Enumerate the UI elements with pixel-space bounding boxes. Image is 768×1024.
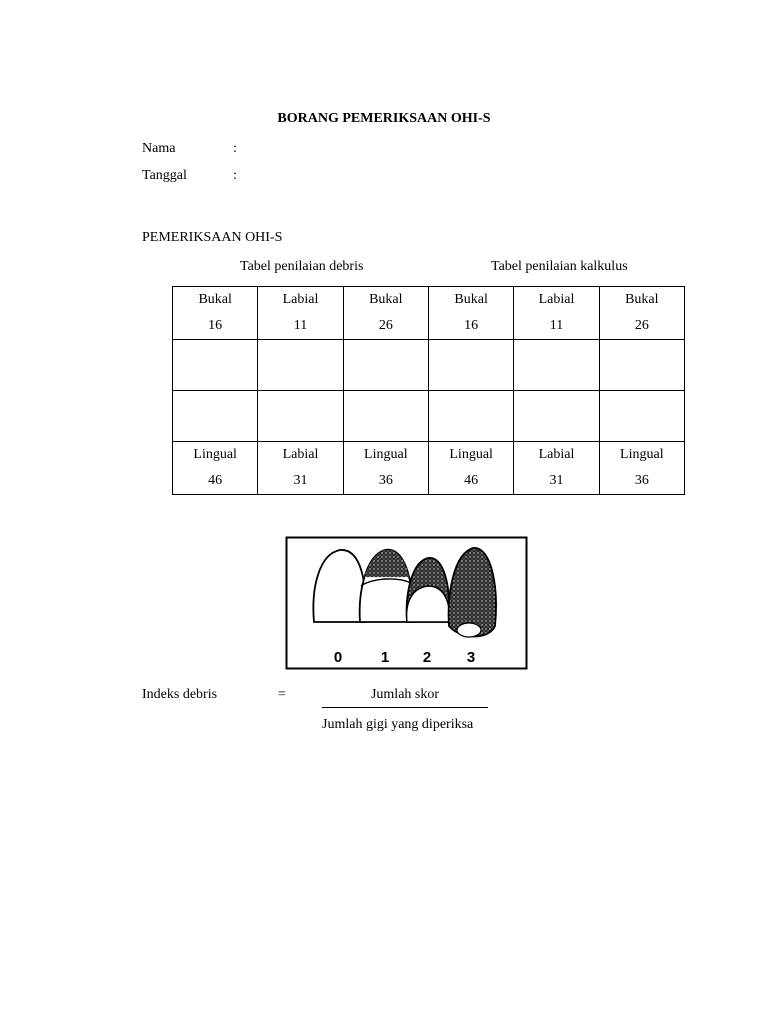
table-row-score-top (173, 340, 685, 391)
table-cell-header (599, 442, 684, 495)
kalkulus-table-caption: Tabel penilaian kalkulus (491, 259, 628, 274)
equals-sign: = (278, 687, 286, 702)
tooth-number: 46 (208, 473, 223, 488)
index-debris-label: Indeks debris (142, 687, 218, 702)
tanggal-colon: : (233, 168, 237, 183)
formula-numerator: Jumlah skor (370, 687, 440, 702)
surface-label: Bukal (369, 292, 403, 307)
table-cell-header (258, 287, 343, 340)
score-cell[interactable] (428, 340, 513, 391)
surface-label: Bukal (625, 292, 659, 307)
tooth-number: 46 (464, 473, 479, 488)
surface-label: Bukal (198, 292, 232, 307)
form-title: BORANG PEMERIKSAAN OHI-S (277, 111, 491, 126)
score-cell[interactable] (343, 340, 428, 391)
section-title: PEMERIKSAAN OHI-S (142, 230, 283, 245)
tooth-number: 26 (378, 318, 393, 333)
table-cell-header (428, 442, 513, 495)
debris-table-caption: Tabel penilaian debris (240, 259, 364, 274)
surface-label: Labial (538, 292, 575, 307)
debris-index-illustration (285, 536, 528, 670)
tooth-number: 36 (634, 473, 649, 488)
tooth-number: 16 (208, 318, 223, 333)
score-label-1: 1 (380, 649, 390, 666)
surface-label: Lingual (620, 447, 664, 462)
tooth-number: 11 (549, 318, 564, 333)
score-cell[interactable] (514, 391, 599, 442)
nama-label: Nama (142, 141, 176, 156)
surface-label: Lingual (364, 447, 408, 462)
score-cell[interactable] (173, 391, 258, 442)
formula-denominator: Jumlah gigi yang diperiksa (322, 717, 474, 732)
table-row-top (173, 287, 685, 340)
surface-label: Labial (282, 447, 319, 462)
table-cell-header (599, 287, 684, 340)
score-cell[interactable] (599, 340, 684, 391)
score-cell[interactable] (173, 340, 258, 391)
table-cell-header (514, 442, 599, 495)
surface-label: Bukal (454, 292, 488, 307)
tooth-number: 31 (549, 473, 564, 488)
surface-label: Labial (282, 292, 319, 307)
tooth-number: 11 (293, 318, 308, 333)
table-cell-header (343, 287, 428, 340)
surface-label: Labial (538, 447, 575, 462)
fraction-line (322, 707, 488, 708)
table-row-bottom (173, 442, 685, 495)
tanggal-label: Tanggal (142, 168, 187, 183)
score-cell[interactable] (258, 391, 343, 442)
ohis-score-table (172, 286, 685, 495)
score-cell[interactable] (258, 340, 343, 391)
table-cell-header (428, 287, 513, 340)
score-label-0: 0 (333, 649, 343, 666)
score-cell[interactable] (514, 340, 599, 391)
nama-colon: : (233, 141, 237, 156)
table-cell-header (173, 287, 258, 340)
score-label-3: 3 (466, 649, 476, 666)
tooth-number: 26 (634, 318, 649, 333)
score-cell[interactable] (343, 391, 428, 442)
table-row-score-bottom (173, 391, 685, 442)
tooth-number: 31 (293, 473, 308, 488)
score-cell[interactable] (599, 391, 684, 442)
table-cell-header (343, 442, 428, 495)
table-cell-header (173, 442, 258, 495)
table-cell-header (258, 442, 343, 495)
surface-label: Lingual (193, 447, 237, 462)
surface-label: Lingual (449, 447, 493, 462)
score-label-2: 2 (422, 649, 432, 666)
table-cell-header (514, 287, 599, 340)
tooth-number: 16 (464, 318, 479, 333)
score-cell[interactable] (428, 391, 513, 442)
tooth-number: 36 (378, 473, 393, 488)
